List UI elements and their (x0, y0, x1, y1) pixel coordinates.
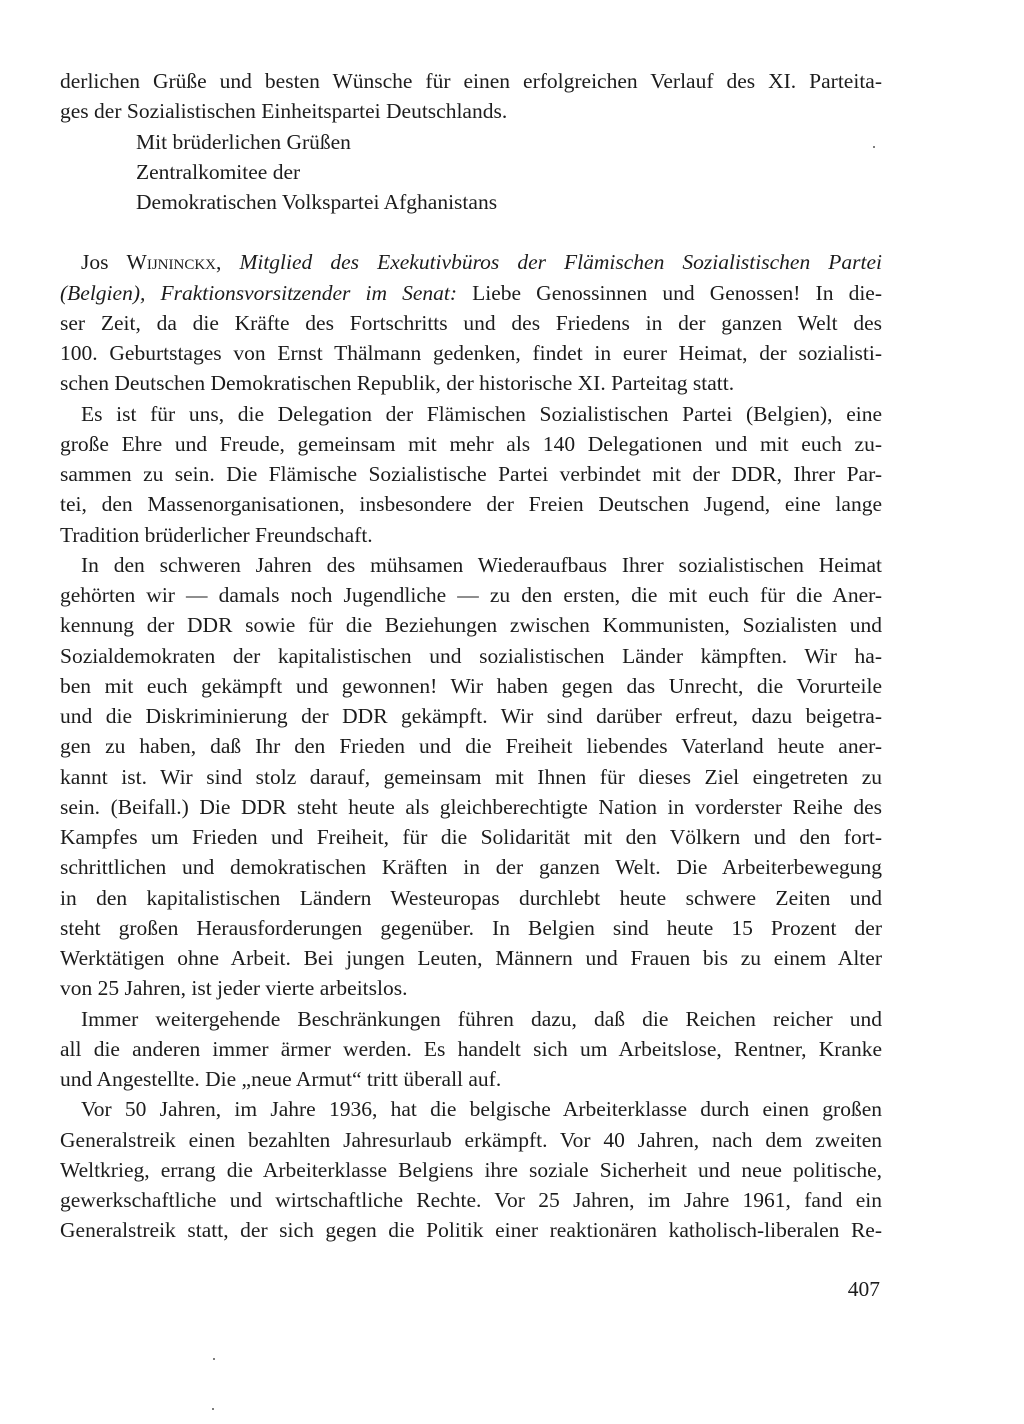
text-line: sammen zu sein. Die Flämische Sozialistische Partei verbindet mit der DDR, Ihrer Par- (60, 462, 882, 486)
text-line: gewerkschaftliche und wirtschaftliche Rechte. Vor 25 Jahren, im Jahre 1961, fand ein (60, 1188, 882, 1212)
text-line: all die anderen immer ärmer werden. Es handelt sich um Arbeitslose, Rentner, Kranke (60, 1036, 882, 1061)
paragraph (60, 1094, 882, 1245)
text-line: sein. (Beifall.) Die DDR steht heute als gleichberechtigte Nation in vorderster Reihe des (60, 794, 882, 819)
text-line: Generalstreik statt, der sich gegen die Politik einer reaktionären katholisch-liberalen Re- (60, 1218, 882, 1243)
text-line: derlichen Grüße und besten Wünsche für einen erfolgreichen Verlauf des XI. Parteita- (60, 69, 882, 93)
scan-speck (873, 146, 875, 148)
text-line: Kampfes um Frieden und Freiheit, für die Solidarität mit den Völkern und den fort- (60, 825, 882, 849)
speech-intro (60, 247, 882, 398)
paragraph (60, 1004, 882, 1095)
text-line: kennung der DDR sowie für die Beziehungen zwischen Kommunisten, Sozialisten und (60, 613, 882, 638)
text-line: Werktätigen ohne Arbeit. Bei jungen Leuten, Männern und Frauen bis zu einem Alter (60, 946, 882, 970)
speaker-role-continued: (Belgien), Fraktionsvorsitzender im Senat: (60, 280, 458, 305)
text-line: schrittlichen und demokratischen Kräften in der ganzen Welt. Die Arbeiterbewegung (60, 855, 882, 880)
text-line: Sozialdemokraten der kapitalistischen und sozialistischen Länder kämpften. Wir ha- (60, 643, 882, 668)
speaker-separator: , (216, 250, 240, 275)
text-line: tei, den Massenorganisationen, insbesondere der Freien Deutschen Jugend, eine lange (60, 492, 882, 517)
text-line: Vor 50 Jahren, im Jahre 1936, hat die belgische Arbeiterklasse durch einen großen (81, 1097, 882, 1122)
text-line: kannt ist. Wir sind stolz darauf, gemeinsam mit Ihnen für dieses Ziel eingetreten zu (60, 764, 882, 789)
text-line (60, 278, 882, 308)
scan-speck (213, 1358, 215, 1360)
speaker-role: Mitglied des Exekutivbüros der Flämischen Sozialistischen Partei (239, 250, 882, 275)
signature-line: Zentralkomitee der (136, 159, 301, 184)
text-line: und die Diskriminierung der DDR gekämpft. Wir sind darüber erfreut, dazu beigetra- (60, 704, 882, 728)
text-line: gen zu haben, daß Ihr den Frieden und die Freiheit liebendes Vaterland heute aner- (60, 734, 882, 759)
signature-line: Demokratischen Volkspartei Afghanistans (136, 190, 498, 214)
text-line: steht großen Herausforderungen gegenüber. In Belgien sind heute 15 Prozent der (60, 915, 882, 940)
text-line: in den kapitalistischen Ländern Westeuropas durchlebt heute schwere Zeiten und (60, 885, 882, 910)
text-line: große Ehre und Freude, gemeinsam mit mehr als 140 Delegationen und mit euch zu- (60, 431, 882, 456)
text-line: schen Deutschen Demokratischen Republik, der historische XI. Parteitag statt. (60, 371, 735, 396)
text-line: 100. Geburtstages von Ernst Thälmann gedenken, findet in eurer Heimat, der sozialisti- (60, 341, 882, 365)
text-line: Immer weitergehende Beschränkungen führen dazu, daß die Reichen reicher und (81, 1006, 882, 1031)
speaker-line (60, 247, 882, 277)
text-line: Generalstreik einen bezahlten Jahresurlaub erkämpft. Vor 40 Jahren, nach dem zweiten (60, 1127, 882, 1152)
paragraph (60, 550, 882, 1004)
text-line: Tradition brüderlicher Freundschaft. (60, 522, 373, 547)
text-line: von 25 Jahren, ist jeder vierte arbeitslos. (60, 976, 408, 1001)
speech-text: Liebe Genossinnen und Genossen! In die- (457, 280, 883, 305)
letter-signature (60, 127, 882, 218)
speaker-first-name: Jos (81, 250, 127, 275)
text-line: ges der Sozialistischen Einheitspartei Deutschlands. (60, 99, 508, 124)
text-line: Es ist für uns, die Delegation der Flämischen Sozialistischen Partei (Belgien), eine (81, 401, 882, 426)
scan-speck (212, 1408, 214, 1410)
speaker-last-name: Wijninckx (126, 250, 217, 275)
text-line: ser Zeit, da die Kräfte des Fortschritts und des Friedens in der ganzen Welt des (60, 310, 882, 335)
page-number: 407 (847, 1277, 880, 1301)
text-line: und Angestellte. Die „neue Armut“ tritt überall auf. (60, 1067, 502, 1091)
main-text (60, 66, 882, 1246)
text-line: gehörten wir — damals noch Jugendliche — zu den ersten, die mit euch für die Aner- (60, 583, 882, 607)
text-line: In den schweren Jahren des mühsamen Wiederaufbaus Ihrer sozialistischen Heimat (81, 552, 882, 577)
signature-line: Mit brüderlichen Grüßen (136, 129, 351, 154)
paragraph (60, 399, 882, 550)
text-line: Weltkrieg, errang die Arbeiterklasse Belgiens ihre soziale Sicherheit und neue politische, (60, 1157, 882, 1182)
text-line: ben mit euch gekämpft und gewonnen! Wir haben gegen das Unrecht, die Vorurteile (60, 673, 882, 698)
